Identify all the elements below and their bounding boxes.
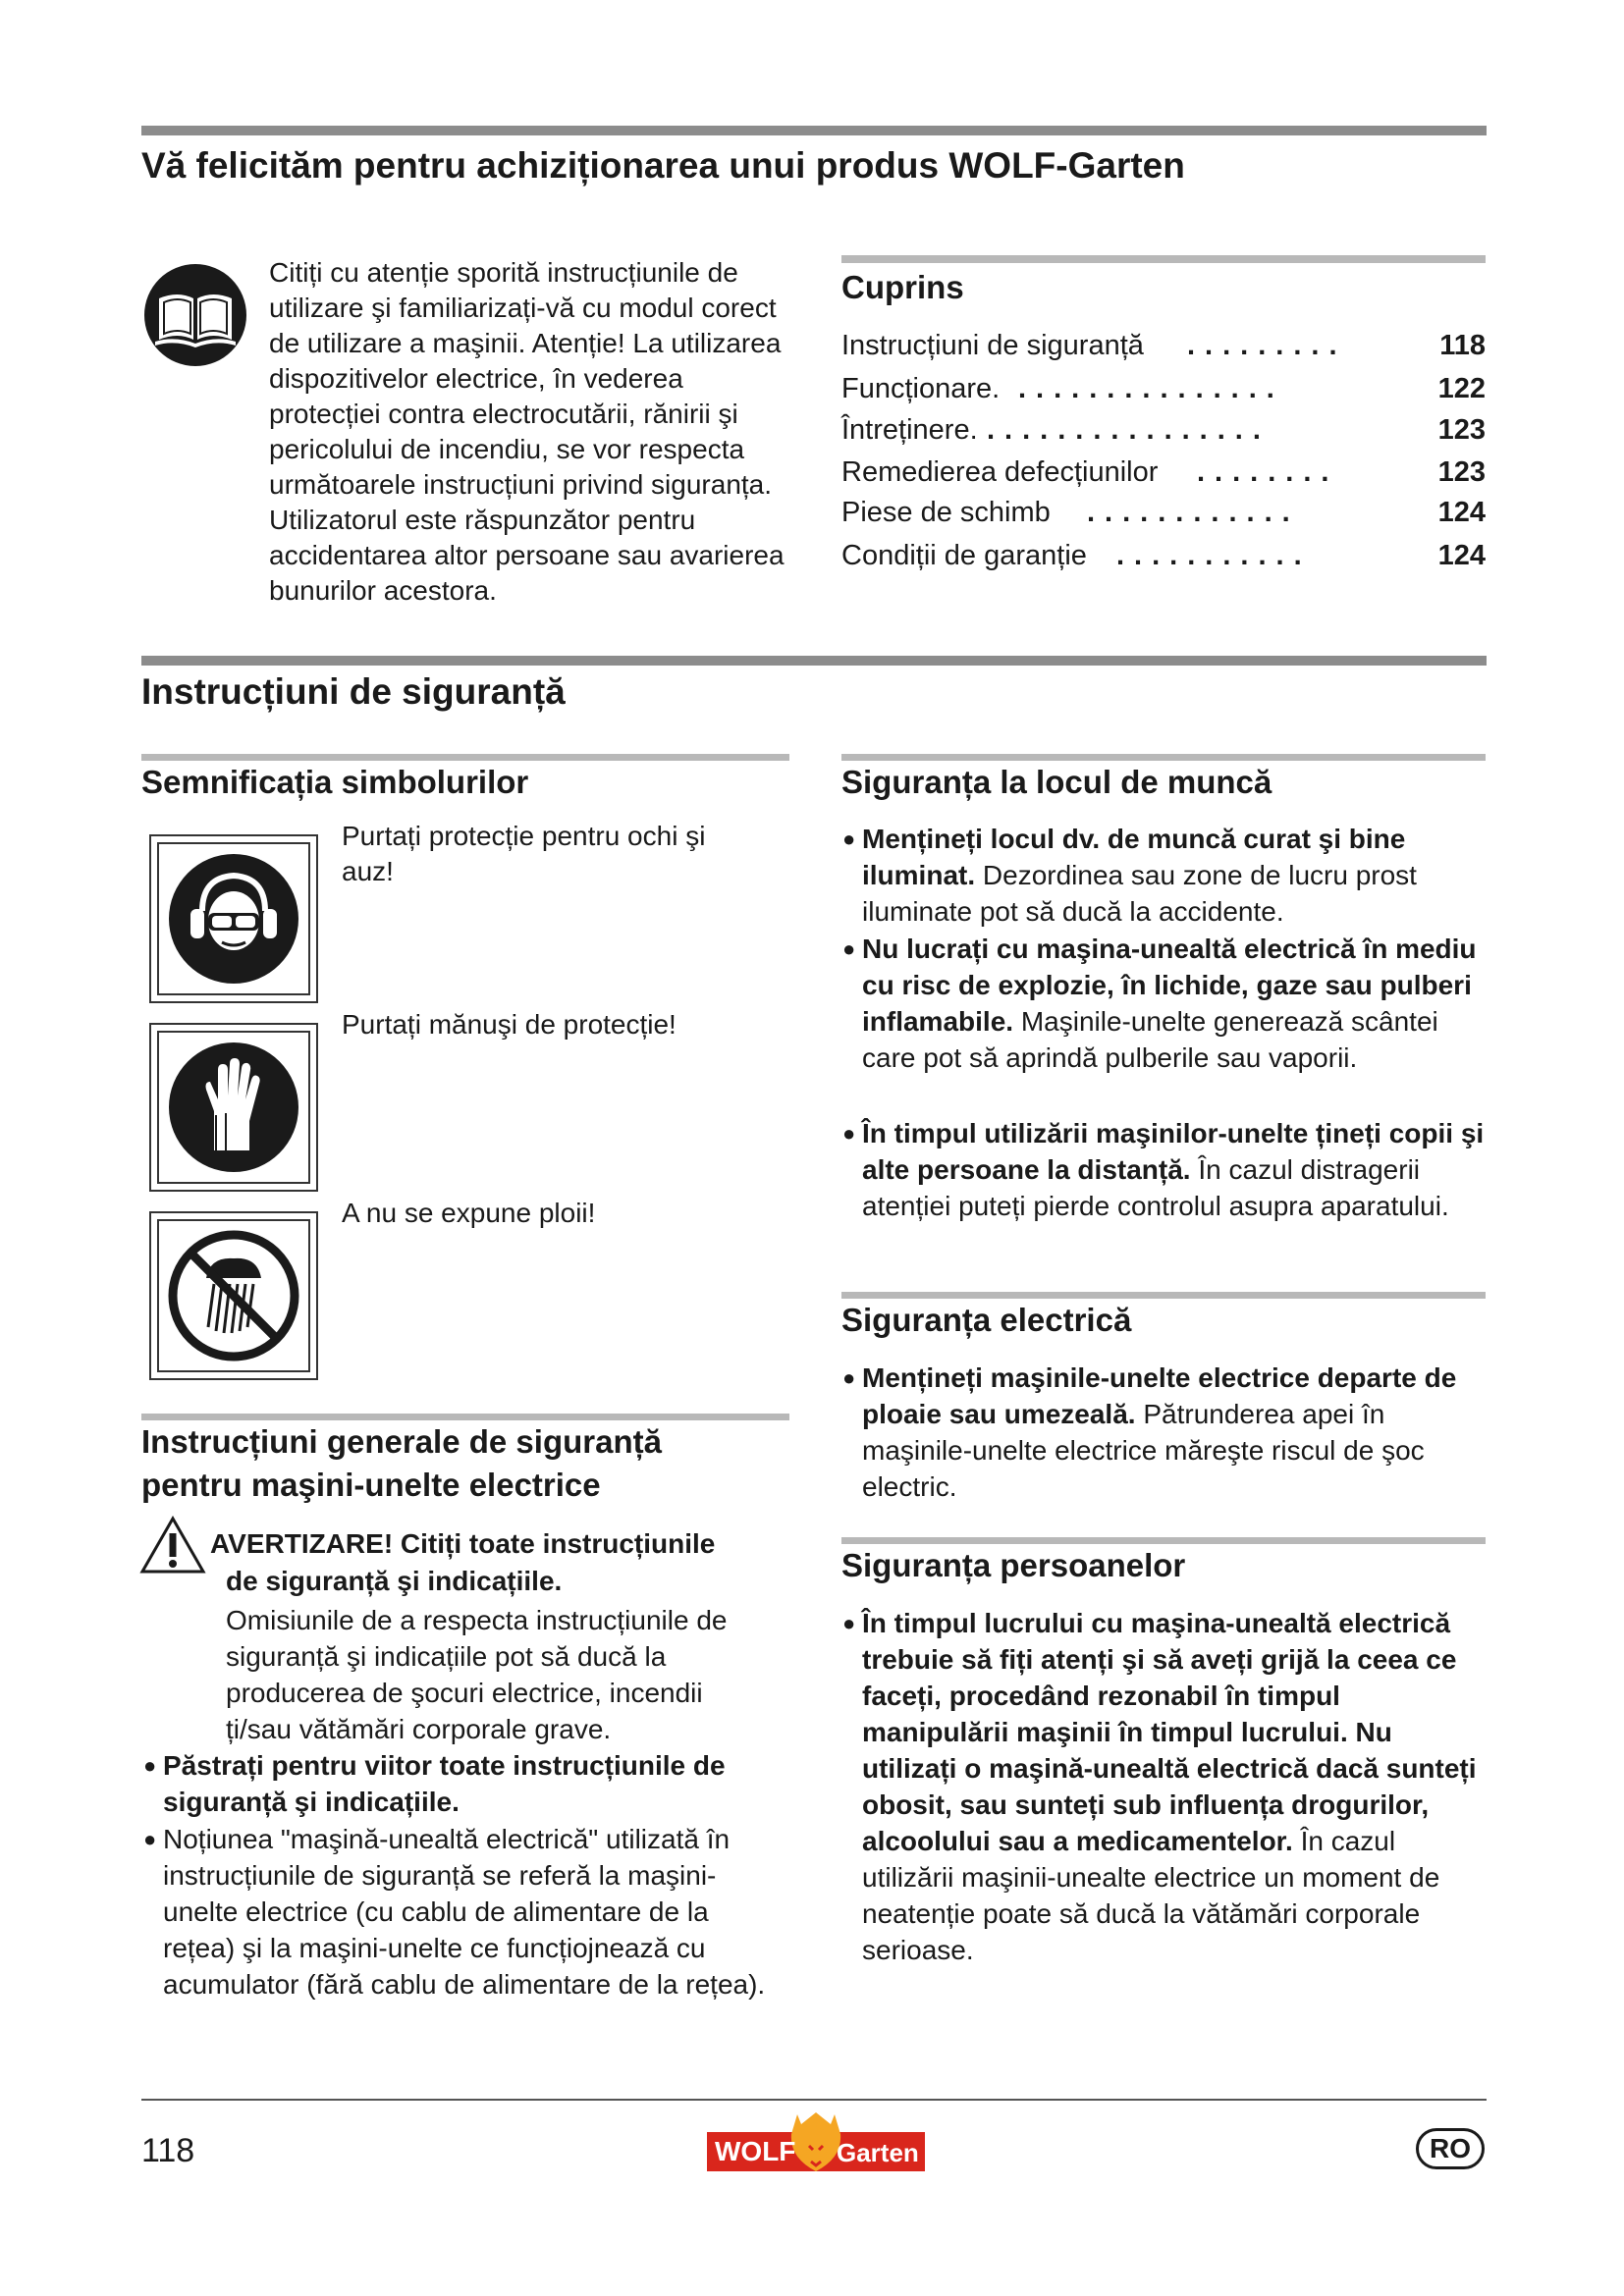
general-title-line1: Instrucțiuni generale de siguranță — [141, 1423, 662, 1460]
toc-leader-dots: ......... — [1187, 330, 1347, 361]
toc-item[interactable] — [841, 493, 1486, 532]
toc-leader-dots: ............... — [1018, 373, 1284, 404]
list-item-text: Maşinile-unelte generează scântei care pot să aprindă pulberile sau vaporii. — [862, 1006, 1438, 1073]
toc-item[interactable] — [841, 410, 1486, 450]
warning-text: Omisiunile de a respecta instrucțiunile de siguranță şi indicațiile pot să ducă la producerea de şocuri electrice, incendii ți/sau vătămări corporale grave. — [226, 1605, 728, 1744]
protective-gloves-icon — [167, 1041, 300, 1174]
toc-title: Cuprins — [841, 269, 964, 305]
toc-item-page: 124 — [1437, 497, 1486, 528]
list-item-text: În cazul utilizării maşinii-unealte electrice un moment de neatenție poate să ducă la vătămări corporale serioase. — [862, 1826, 1440, 1965]
toc-item-label: Întreținere. — [841, 414, 978, 446]
list-item — [842, 1360, 1487, 1505]
toc-item-page: 123 — [1437, 414, 1486, 446]
toc-leader-dots: ........ — [1197, 456, 1339, 488]
list-item — [842, 931, 1487, 1076]
symbols-rule — [141, 754, 789, 761]
bullet-icon: ● — [143, 1753, 157, 1778]
toc-item-page: 124 — [1437, 540, 1486, 571]
eye-ear-protection-icon — [167, 852, 300, 986]
toc-item-page: 118 — [1439, 330, 1486, 361]
toc-leader-dots: ................ — [987, 414, 1271, 446]
symbol-text: Purtați mănuşi de protecție! — [342, 1009, 677, 1040]
symbols-title: Semnificația simbolurilor — [141, 764, 529, 800]
list-item-bold: În timpul lucrului cu maşina-unealtă electrică trebuie să fiți atenți şi să aveți grijă la ceea ce faceți, procedând rezonabil în timpul manipulării maşinii în timpul lucrului. Nu utilizați o maşină-unealtă electrică dacă sunteți obosit, sau sunteți sub influența drogurilor, alcoolului sau a medicamentelor. — [862, 1608, 1477, 1856]
warning-heading — [210, 1525, 715, 1600]
toc-item-label: Condiții de garanție — [841, 540, 1087, 571]
header-rule — [141, 126, 1487, 135]
list-item-text: Noțiunea "maşină-unealtă electrică" utilizată în instrucțiunile de siguranță se referă la maşini-unelte electrice (cu cablu de alimentare de la rețea) şi la maşini-unelte ce funcțiojnează cu acumulator (fără cablu de alimentare de la rețea). — [163, 1824, 766, 2000]
list-item-text: În cazul distragerii atenției puteți pierde controlul asupra aparatului. — [862, 1154, 1449, 1221]
toc-item-label: Instrucțiuni de siguranță — [841, 330, 1144, 361]
toc-item[interactable] — [841, 326, 1486, 365]
electrical-title: Siguranța electrică — [841, 1302, 1132, 1338]
toc-item[interactable] — [841, 369, 1486, 408]
toc-item-page: 122 — [1437, 373, 1486, 404]
list-item-bold: Mențineți locul dv. de muncă curat şi bine iluminat. — [862, 824, 1406, 890]
general-title-line2: pentru maşini-unelte electrice — [141, 1467, 601, 1503]
toc-item-label: Piese de schimb — [841, 497, 1051, 528]
no-rain-icon — [167, 1229, 300, 1362]
personal-title: Siguranța persoanelor — [841, 1547, 1186, 1583]
list-item-bold: Mențineți maşinile-unelte electrice departe de ploaie sau umezeală. — [862, 1362, 1457, 1429]
list-item — [842, 821, 1487, 930]
bullet-icon: ● — [143, 1827, 157, 1851]
intro-text: Citiți cu atenție sporită instrucțiunile de utilizare şi familiarizați-vă cu modul corect de utilizare a maşinii. Atenție! La utilizarea dispozitivelor electrice, în vederea protecției contra electrocutării, rănirii şi pericolului de incendiu, se vor respecta următoarele instrucțiuni privind siguranța. Utilizatorul este răspunzător pentru accidentarea altor persoane sau avarierea bunurilor acestora. — [269, 257, 785, 606]
symbol-frame — [149, 834, 318, 1003]
general-rule — [141, 1414, 789, 1420]
list-item-bold: Păstrați pentru viitor toate instrucțiunile de siguranță şi indicațiile. — [163, 1750, 726, 1817]
logo-text-wolf: WOLF — [715, 2136, 796, 2166]
bullet-icon: ● — [842, 936, 856, 961]
bullet-icon: ● — [842, 1611, 856, 1635]
list-item — [842, 1605, 1487, 1968]
safety-rule — [141, 656, 1487, 666]
electrical-rule — [841, 1292, 1486, 1299]
warning-triangle-icon — [139, 1516, 206, 1575]
toc-leader-dots: ........... — [1116, 540, 1312, 571]
personal-rule — [841, 1537, 1486, 1544]
bullet-icon: ● — [842, 827, 856, 851]
page-title: Vă felicităm pentru achiziționarea unui produs WOLF-Garten — [141, 145, 1185, 186]
warning-heading-line1: AVERTIZARE! Citiți toate instrucțiunile — [210, 1528, 716, 1559]
symbol-text: Purtați protecție pentru ochi şi auz! — [342, 821, 706, 886]
toc-item[interactable] — [841, 536, 1486, 575]
book-icon — [141, 261, 249, 369]
workplace-title: Siguranța la locul de muncă — [841, 764, 1272, 800]
safety-title: Instrucțiuni de siguranță — [141, 671, 566, 712]
bullet-icon: ● — [842, 1365, 856, 1390]
list-item-bold: Nu lucrați cu maşina-unealtă electrică în mediu cu risc de explozie, în lichide, gaze sau pulberi inflamabile. — [862, 934, 1477, 1037]
list-item — [143, 1821, 784, 2002]
toc-item-label: Remedierea defecțiunilor — [841, 456, 1159, 488]
toc-rule — [841, 255, 1486, 263]
list-item — [143, 1747, 776, 1820]
wolf-garten-logo — [707, 2107, 925, 2177]
bullet-icon: ● — [842, 1121, 856, 1146]
warning-heading-line2: de siguranță şi indicațiile. — [226, 1566, 563, 1596]
toc-item-page: 123 — [1437, 456, 1486, 488]
workplace-rule — [841, 754, 1486, 761]
language-badge — [1416, 2128, 1485, 2169]
list-item-bold: În timpul utilizării maşinilor-unelte țineți copii şi alte persoane la distanță. — [862, 1118, 1485, 1185]
language-code: RO — [1430, 2133, 1471, 2163]
list-item — [842, 1115, 1487, 1224]
toc-item-label: Funcționare. — [841, 373, 1001, 404]
list-item-text: Pătrunderea apei în maşinile-unelte electrice măreşte riscul de şoc electric. — [862, 1399, 1425, 1502]
page-number: 118 — [141, 2132, 195, 2169]
symbol-frame — [149, 1023, 318, 1192]
toc-leader-dots: ............ — [1087, 497, 1300, 528]
logo-text-garten: Garten — [837, 2138, 919, 2167]
footer-rule — [141, 2099, 1487, 2101]
list-item-text: Dezordinea sau zone de lucru prost iluminate pot să ducă la accidente. — [862, 860, 1417, 927]
symbol-frame — [149, 1211, 318, 1380]
symbol-text: A nu se expune ploii! — [342, 1198, 596, 1228]
toc-item[interactable] — [841, 453, 1486, 492]
